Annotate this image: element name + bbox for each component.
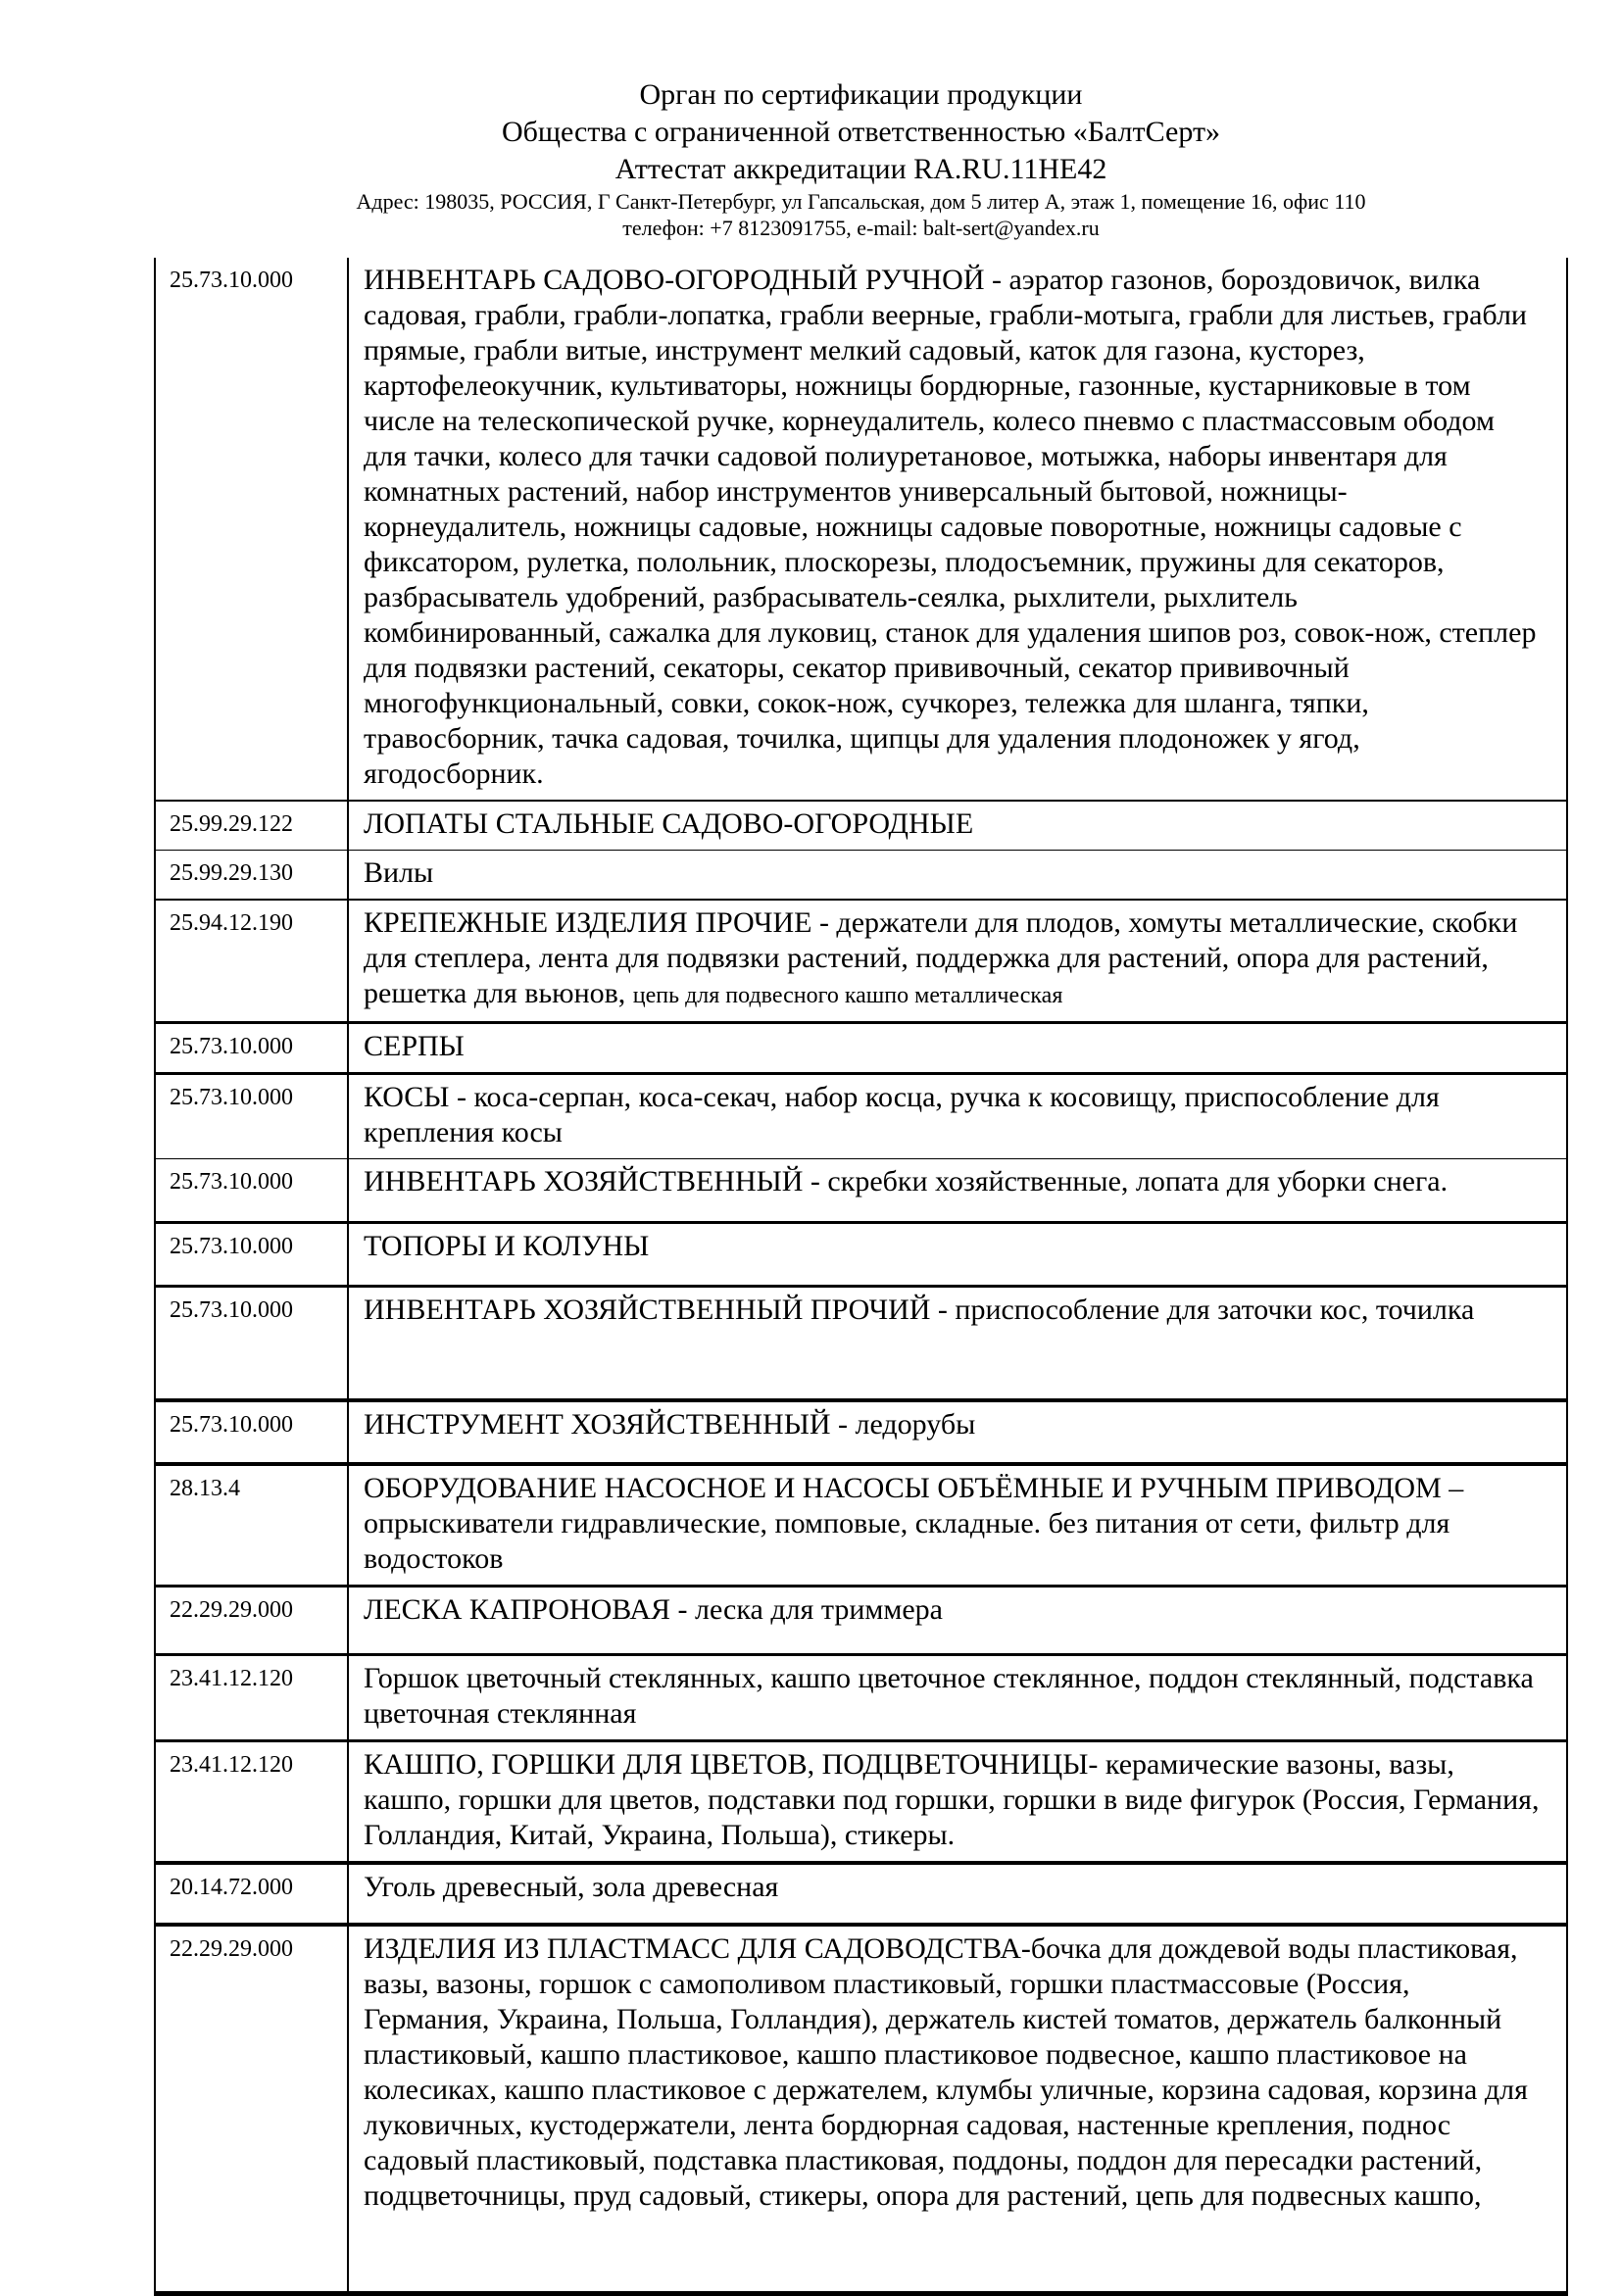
table-row — [156, 1742, 1566, 1865]
products-table — [154, 258, 1568, 2296]
code-cell: 25.73.10.000 — [156, 1075, 349, 1158]
header-company-line: Общества с ограниченной ответственностью «БалтСерт» — [501, 116, 1221, 148]
description-cell — [349, 1927, 1566, 2291]
description-cell — [349, 1402, 1566, 1462]
description-cell — [349, 1075, 1566, 1158]
code-cell: 20.14.72.000 — [156, 1865, 349, 1923]
description-cell — [349, 1466, 1566, 1585]
description-cell — [349, 1159, 1566, 1221]
code-cell: 25.73.10.000 — [156, 1402, 349, 1462]
description-text-small: цепь для подвесного кашпо металлическая — [632, 983, 1063, 1008]
table-row — [156, 1402, 1566, 1466]
table-row — [156, 1224, 1566, 1288]
table-row — [156, 1588, 1566, 1656]
table-row — [156, 1159, 1566, 1224]
code-cell: 25.99.29.130 — [156, 851, 349, 899]
table-row — [156, 1288, 1566, 1402]
description-text: КОСЫ - коса-серпан, коса-секач, набор косца, ручка к косовищу, приспособление для крепления косы — [364, 1081, 1440, 1148]
description-text: ИНВЕНТАРЬ ХОЗЯЙСТВЕННЫЙ ПРОЧИЙ - приспособление для заточки кос, точилка — [364, 1294, 1475, 1326]
code-cell: 25.73.10.000 — [156, 1159, 349, 1221]
table-row — [156, 1865, 1566, 1927]
description-text: ЛОПАТЫ СТАЛЬНЫЕ САДОВО-ОГОРОДНЫЕ — [364, 807, 974, 840]
description-text: КАШПО, ГОРШКИ ДЛЯ ЦВЕТОВ, ПОДЦВЕТОЧНИЦЫ- керамические вазоны, вазы, кашпо, горшки для цветов, подставки под горшки, горшки в виде фигурок (Россия, Германия, Голландия, Китай, Украина, Польша), стикеры. — [364, 1748, 1540, 1851]
description-text: ЛЕСКА КАПРОНОВАЯ - леска для триммера — [364, 1593, 943, 1626]
description-text: ОБОРУДОВАНИЕ НАСОСНОЕ И НАСОСЫ ОБЪЁМНЫЕ И РУЧНЫМ ПРИВОДОМ – опрыскиватели гидравлические, помповые, складные. без питания от сети, фильтр для водостоков — [364, 1472, 1464, 1575]
header-address-line: Адрес: 198035, РОССИЯ, Г Санкт-Петербург, ул Гапсальская, дом 5 литер А, этаж 1, помещение 16, офис 110 — [356, 189, 1366, 214]
code-cell: 25.73.10.000 — [156, 1224, 349, 1285]
table-row — [156, 901, 1566, 1024]
code-cell: 22.29.29.000 — [156, 1588, 349, 1653]
code-cell: 25.73.10.000 — [156, 1288, 349, 1398]
description-cell — [349, 1288, 1566, 1398]
table-row — [156, 802, 1566, 851]
table-row — [156, 851, 1566, 901]
description-text: ИНВЕНТАРЬ САДОВО-ОГОРОДНЫЙ РУЧНОЙ - аэратор газонов, бороздовичок, вилка садовая, грабли, грабли-лопатка, грабли веерные, грабли-мотыга, грабли для листьев, грабли прямые, грабли витые, инструмент мелкий садовый, каток для газона, кусторез, картофелеокучник, культиваторы, ножницы бордюрные, газонные, кустарниковые в том числе на телескопической ручке, корнеудалитель, колесо пневмо с пластмассовым ободом для тачки, колесо для тачки садовой полиуретановое, мотыжка, наборы инвентаря для комнатных растений, набор инструментов универсальный бытовой, ножницы-корнеудалитель, ножницы садовые, ножницы садовые поворотные, ножницы садовые с фиксатором, рулетка, полольник, плоскорезы, плодосъемник, пружины для секаторов, разбрасыватель удобрений, разбрасыватель-сеялка, рыхлители, рыхлитель комбинированный, сажалка для луковиц, станок для удаления шипов роз, совок-нож, степлер для подвязки растений, секаторы, секатор прививочный, секатор прививочный многофункциональный, совки, сокок-нож, сучкорез, тележка для шланга, тяпки, травосборник, тачка садовая, точилка, щипцы для удаления плодоножек у ягод, ягодосборник. — [364, 264, 1537, 790]
description-text: КРЕПЕЖНЫЕ ИЗДЕЛИЯ ПРОЧИЕ - держатели для плодов, хомуты металлические, скобки для степлера, лента для подвязки растений, поддержка для растений, опора для растений, решетка для вьюнов, — [364, 906, 1518, 1009]
description-cell — [349, 1024, 1566, 1072]
table-row — [156, 1075, 1566, 1159]
description-cell — [349, 1224, 1566, 1285]
table-row — [156, 1927, 1566, 2296]
description-cell — [349, 258, 1566, 800]
code-cell: 23.41.12.120 — [156, 1742, 349, 1861]
code-cell: 25.73.10.000 — [156, 1024, 349, 1072]
document-page — [154, 0, 1568, 2296]
header-accreditation-line: Аттестат аккредитации RA.RU.11HE42 — [614, 153, 1107, 185]
description-text: Вилы — [364, 856, 434, 889]
description-text: Уголь древесный, зола древесная — [364, 1871, 779, 1903]
code-cell: 25.73.10.000 — [156, 258, 349, 800]
table-row — [156, 1466, 1566, 1588]
description-cell — [349, 1865, 1566, 1923]
header-org-line: Орган по сертификации продукции — [639, 78, 1083, 111]
code-cell: 25.94.12.190 — [156, 901, 349, 1021]
table-row — [156, 258, 1566, 802]
document-header — [154, 76, 1568, 241]
description-text: Горшок цветочный стеклянных, кашпо цветочное стеклянное, поддон стеклянный, подставка цветочная стеклянная — [364, 1662, 1534, 1730]
description-cell — [349, 1742, 1566, 1861]
description-cell — [349, 901, 1566, 1021]
description-cell — [349, 851, 1566, 899]
table-row — [156, 1024, 1566, 1075]
code-cell: 25.99.29.122 — [156, 802, 349, 850]
description-cell — [349, 1588, 1566, 1653]
description-cell — [349, 1656, 1566, 1739]
description-text: СЕРПЫ — [364, 1030, 465, 1062]
table-row — [156, 1656, 1566, 1742]
code-cell: 22.29.29.000 — [156, 1927, 349, 2291]
code-cell: 28.13.4 — [156, 1466, 349, 1585]
description-text: ИНВЕНТАРЬ ХОЗЯЙСТВЕННЫЙ - скребки хозяйственные, лопата для уборки снега. — [364, 1165, 1449, 1197]
header-contact-line: телефон: +7 8123091755, e-mail: balt-sert@yandex.ru — [622, 216, 1100, 240]
description-text: ИЗДЕЛИЯ ИЗ ПЛАСТМАСС ДЛЯ САДОВОДСТВА-бочка для дождевой воды пластиковая, вазы, вазоны, горшок с самополивом пластиковый, горшки пластмассовые (Россия, Германия, Украина, Польша, Голландия), держатель кистей томатов, держатель балконный пластиковый, кашпо пластиковое, кашпо пластиковое подвесное, кашпо пластиковое на колесиках, кашпо пластиковое с держателем, клумбы уличные, корзина садовая, корзина для луковичных, кустодержатели, лента бордюрная садовая, настенные крепления, поднос садовый пластиковый, подставка пластиковая, поддоны, поддон для пересадки растений, подцветочницы, пруд садовый, стикеры, опора для растений, цепь для подвесных кашпо, — [364, 1932, 1528, 2212]
description-cell — [349, 802, 1566, 850]
code-cell: 23.41.12.120 — [156, 1656, 349, 1739]
description-text: ИНСТРУМЕНТ ХОЗЯЙСТВЕННЫЙ - ледорубы — [364, 1408, 976, 1441]
description-text: ТОПОРЫ И КОЛУНЫ — [364, 1230, 650, 1262]
